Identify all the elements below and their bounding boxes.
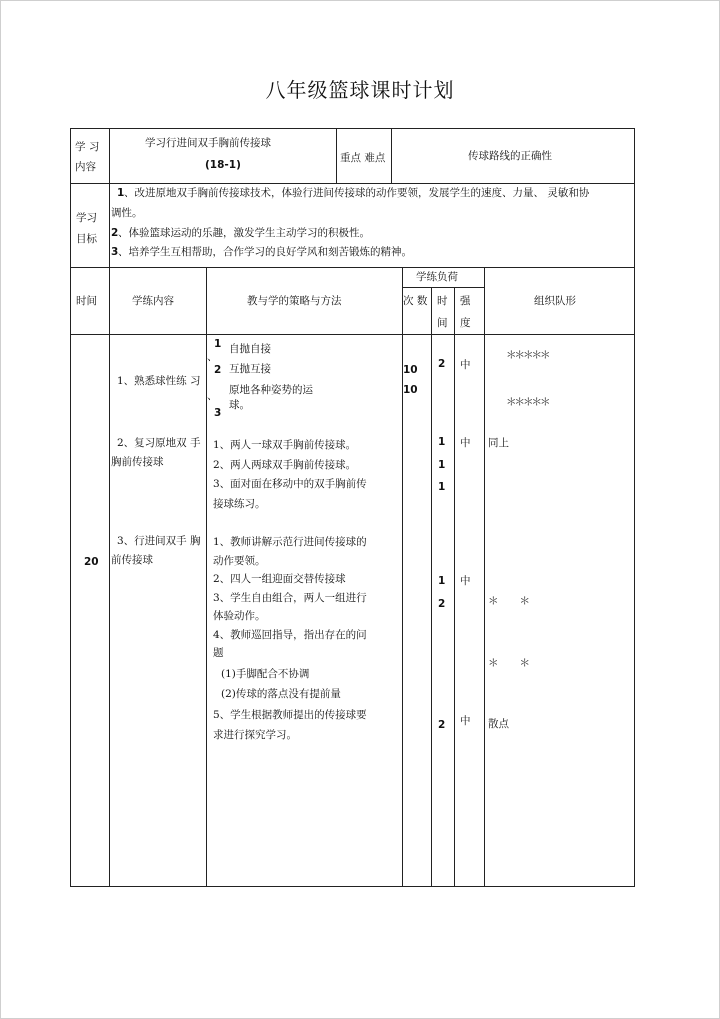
row2-method: 2、两人两球双手胸前传接球。 — [213, 459, 357, 471]
row3-method: 题 — [213, 647, 224, 659]
row3-formation: ＊ ＊ — [488, 657, 530, 669]
goal-text: 、培养学生互相帮助，合作学习的良好学风和刻苦锻炼的精神。 — [118, 246, 412, 258]
goal-number: 1 — [117, 187, 125, 199]
header-intensity: 强 — [460, 295, 471, 307]
time-value: 20 — [84, 556, 99, 568]
row2-method: 接球练习。 — [213, 498, 266, 510]
goal-text-cont: 调性。 — [111, 207, 143, 219]
row1-num: 1 — [214, 338, 222, 350]
rule — [336, 128, 337, 183]
goal-text: 、改进原地双手胸前传接球技术，体验行进间传接球的动作要领，发展学生的速度、力量、 灵敏和协 — [124, 187, 590, 199]
goal-text: 、体验篮球运动的乐趣，激发学生主动学习的积极性。 — [118, 227, 370, 239]
row3-method: 体验动作。 — [213, 610, 266, 622]
rule — [431, 287, 432, 886]
row3-method: (2)传球的落点没有提前量 — [221, 688, 341, 700]
goal-number: 2 — [111, 227, 119, 239]
row2-duration: 1 — [438, 481, 446, 493]
section1-content: 学习行进间双手胸前传接球 — [145, 137, 271, 149]
header-duration: 时 — [437, 295, 448, 307]
row1-item: 自抛自接 — [229, 343, 271, 355]
header-load: 学练负荷 — [416, 271, 458, 283]
row1-duration: 2 — [438, 358, 446, 370]
row1-count: 10 — [403, 384, 418, 396]
row3-intensity: 中 — [460, 575, 471, 587]
row3-content: 3、行进间双手 胸 — [117, 535, 201, 547]
row3-duration: 1 — [438, 575, 446, 587]
header-intensity-2: 度 — [460, 317, 471, 329]
row2-formation: 同上 — [488, 437, 509, 449]
header-method: 教与学的策略与方法 — [247, 295, 342, 307]
row2-intensity: 中 — [460, 437, 471, 449]
page-title: 八年级篮球课时计划 — [265, 78, 455, 102]
row2-content-cont: 胸前传接球 — [111, 456, 164, 468]
row2-method: 3、面对面在移动中的双手胸前传 — [213, 478, 367, 490]
row1-num: 3 — [214, 407, 222, 419]
rule — [70, 128, 635, 129]
rule — [391, 128, 392, 183]
row3-duration: 2 — [438, 719, 446, 731]
row2-duration: 1 — [438, 459, 446, 471]
row3-method: (1)手脚配合不协调 — [221, 668, 310, 680]
rule — [634, 128, 635, 886]
row3-intensity: 中 — [460, 715, 471, 727]
header-count: 次 数 — [403, 295, 428, 307]
row1-content: 1、熟悉球性练 习 — [117, 375, 201, 387]
row1-num: 、 — [207, 351, 218, 363]
header-formation: 组织队形 — [534, 295, 576, 307]
row1-item: 互抛互接 — [229, 363, 271, 375]
key-points-label: 重点 难点 — [340, 152, 386, 164]
goal-number: 3 — [111, 246, 119, 258]
row1-intensity: 中 — [460, 359, 471, 371]
rule — [70, 267, 635, 268]
section1-lesson-number: (18-1) — [205, 159, 241, 171]
rule — [402, 287, 484, 288]
row3-formation: 散点 — [488, 718, 509, 730]
row3-method: 3、学生自由组合，两人一组进行 — [213, 592, 367, 604]
rule — [484, 267, 485, 886]
header-duration-2: 间 — [437, 317, 448, 329]
row3-method: 5、学生根据教师提出的传接球要 — [213, 709, 367, 721]
row2-content: 2、复习原地双 手 — [117, 437, 201, 449]
row3-content-cont: 前传接球 — [111, 554, 153, 566]
row1-num: 、 — [207, 390, 218, 402]
header-content: 学练内容 — [132, 295, 174, 307]
row1-formation: ＊＊＊＊＊ — [506, 349, 549, 361]
section1-label-2: 内容 — [75, 161, 96, 173]
row1-num: 2 — [214, 364, 222, 376]
row1-item: 球。 — [229, 399, 250, 411]
row1-item: 原地各种姿势的运 — [229, 384, 313, 396]
rule — [70, 183, 635, 184]
row1-count: 10 — [403, 364, 418, 376]
rule — [70, 334, 635, 335]
row1-formation: ＊＊＊＊＊ — [506, 396, 549, 408]
row3-method: 2、四人一组迎面交替传接球 — [213, 573, 346, 585]
header-time: 时间 — [76, 295, 97, 307]
row3-method: 1、教师讲解示范行进间传接球的 — [213, 536, 367, 548]
row2-duration: 1 — [438, 436, 446, 448]
rule — [402, 267, 403, 886]
row3-formation: ＊ ＊ — [488, 595, 530, 607]
row3-method: 动作要领。 — [213, 555, 266, 567]
row3-duration: 2 — [438, 598, 446, 610]
rule — [70, 886, 635, 887]
row2-method: 1、两人一球双手胸前传接球。 — [213, 439, 357, 451]
row3-method: 求进行探究学习。 — [213, 729, 297, 741]
rule — [109, 128, 110, 267]
section2-label-2: 目标 — [76, 233, 97, 245]
rule — [109, 267, 110, 886]
rule — [70, 128, 71, 886]
section1-label: 学 习 — [75, 141, 100, 153]
section2-label: 学习 — [76, 212, 97, 224]
key-points-value: 传球路线的正确性 — [468, 150, 552, 162]
rule — [454, 287, 455, 886]
row3-method: 4、教师巡回指导，指出存在的问 — [213, 629, 367, 641]
